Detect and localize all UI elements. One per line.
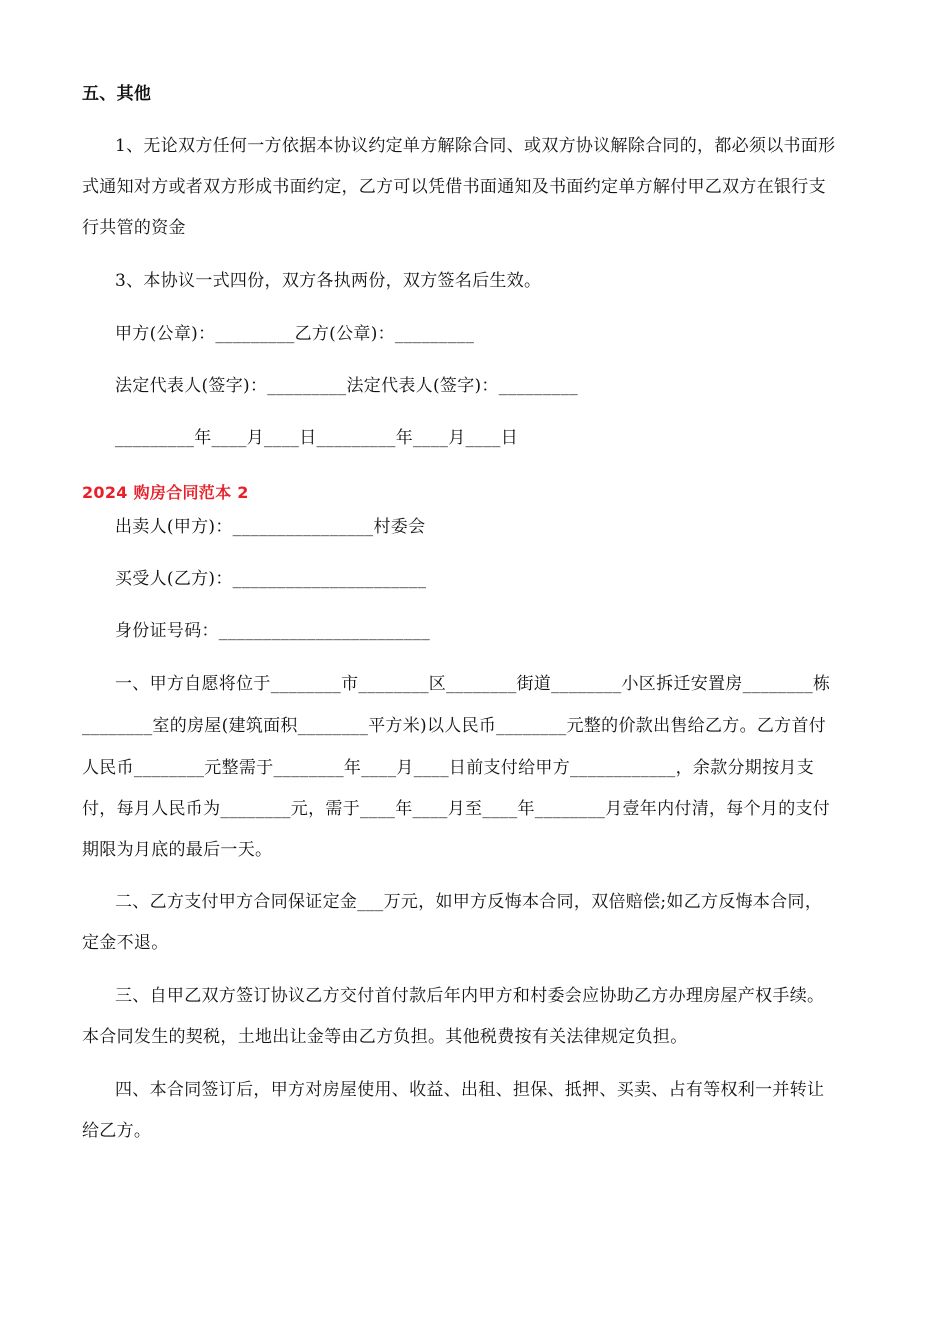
article-1-line-1: 一、甲方自愿将位于________市________区________街道________小区拆迁安置房________栋 — [115, 674, 831, 694]
signature-representative-line: 法定代表人(签字)：_________法定代表人(签字)：_________ — [115, 376, 578, 396]
article-2-line-2: 定金不退。 — [82, 933, 169, 953]
signature-date-line: _________年____月____日_________年____月____日 — [115, 428, 518, 448]
article-4-line-2: 给乙方。 — [82, 1121, 152, 1141]
contract-2-title: 2024 购房合同范本 2 — [82, 483, 249, 502]
clause-1-line-2: 式通知对方或者双方形成书面约定，乙方可以凭借书面通知及书面约定单方解付甲乙双方在银行支 — [82, 177, 826, 197]
clause-1-line-1: 1、无论双方任何一方依据本协议约定单方解除合同、或双方协议解除合同的，都必须以书面形 — [115, 136, 836, 156]
article-1-line-3: 人民币________元整需于________年____月____日前支付给甲方____________，余款分期按月支 — [82, 758, 814, 778]
signature-party-line: 甲方(公章)：_________乙方(公章)：_________ — [115, 324, 475, 344]
article-3-line-1: 三、自甲乙双方签订协议乙方交付首付款后年内甲方和村委会应协助乙方办理房屋产权手续。 — [115, 986, 825, 1006]
buyer-line: 买受人(乙方)：______________________ — [115, 569, 427, 589]
section-heading-other: 五、其他 — [82, 84, 152, 104]
clause-3: 3、本协议一式四份，双方各执两份，双方签名后生效。 — [115, 271, 542, 291]
article-2-line-1: 二、乙方支付甲方合同保证定金___万元，如甲方反悔本合同，双倍赔偿;如乙方反悔本合同， — [115, 892, 823, 912]
clause-1-line-3: 行共管的资金 — [82, 218, 186, 238]
article-1-line-2: ________室的房屋(建筑面积________平方米)以人民币________元整的价款出售给乙方。乙方首付 — [82, 716, 827, 736]
article-3-line-2: 本合同发生的契税，土地出让金等由乙方负担。其他税费按有关法律规定负担。 — [82, 1027, 688, 1047]
article-1-line-4: 付，每月人民币为________元，需于____年____月至____年________月壹年内付清，每个月的支付 — [82, 799, 831, 819]
id-number-line: 身份证号码：________________________ — [115, 621, 430, 641]
article-4-line-1: 四、本合同签订后，甲方对房屋使用、收益、出租、担保、抵押、买卖、占有等权利一并转让 — [115, 1080, 825, 1100]
seller-line: 出卖人(甲方)：________________村委会 — [115, 517, 426, 537]
article-1-line-5: 期限为月底的最后一天。 — [82, 840, 273, 860]
